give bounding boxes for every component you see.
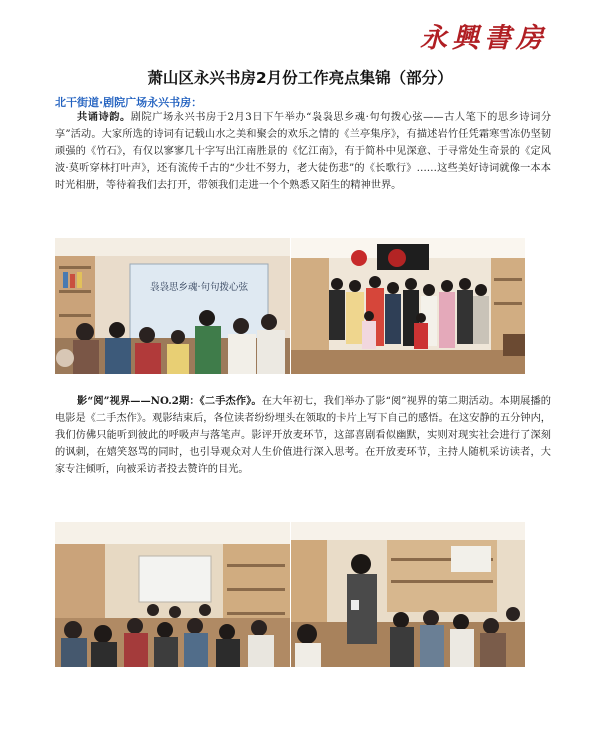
page-title: 萧山区永兴书房2月份工作亮点集锦（部分） [147, 69, 453, 87]
section-film-body: 在大年初七，我们举办了影“阅”视界的第二期活动。本期展播的电影是《二手杰作》。观影结束后，各位读者纷纷埋头在领取的卡片上写下自己的感悟。在这安静的五分钟内，我们仿佛只能听到彼此的呼吸声与落笔声。影评开放麦环节，这部喜剧看似幽默，实则对现实社会进行了深刻的讽刺，在嬉笑怒骂的同时，也引导观众对人生价值进行深入思考。在开放麦环节，主持人随机采访读者，大家专注倾听，向被采访者投去赞许的目光。 [55, 396, 551, 475]
section-poetry-lead: 共诵诗韵。 [77, 111, 131, 123]
section-poetry-paragraph [55, 109, 551, 194]
section-film-paragraph [55, 393, 551, 478]
photo-open-mic [291, 522, 525, 667]
projector-screen-text: 袅袅思乡魂·句句拨心弦 [149, 282, 249, 293]
section-poetry-body: 剧院广场永兴书房于2月3日下午举办“袅袅思乡魂·句句拨心弦——古人笔下的思乡诗词分享”活动。大家所选的诗词有记载山水之美和聚会的欢乐之情的《兰亭集序》，有描述岩竹任凭霜寒雪冻仍坚韧顽强的《竹石》，有仅以寥寥几十字写出江南胜景的《忆江南》，有于简朴中见深意、于寻常处生奇景的《定风波·莫听穿林打叶声》，还有流传千古的“少壮不努力，老大徒伤悲”的《长歌行》……这些美好诗词就像一本本时光相册，等待着我们去打开，带领我们走进一个个熟悉又陌生的精神世界。 [55, 112, 552, 191]
photo-film-screening [55, 522, 290, 667]
photo-group [291, 238, 525, 374]
section-film-lead: 影“阅”视界——NO.2期：《二手杰作》。 [77, 395, 262, 407]
photo-poetry-reading [55, 238, 290, 374]
location-subheading: 北干街道·剧院广场永兴书房： [55, 96, 203, 109]
logo: 永興書房 [420, 23, 548, 54]
